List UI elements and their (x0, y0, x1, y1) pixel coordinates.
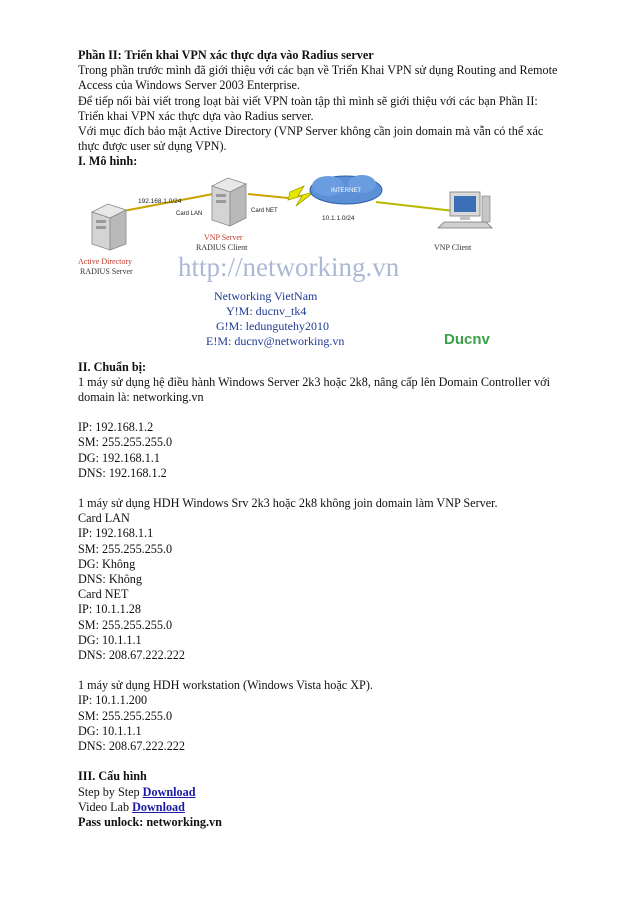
section1-heading: I. Mô hình: (78, 154, 138, 169)
radius-client-label: RADIUS Client (196, 242, 248, 252)
intro-line: Access của Windows Server 2003 Enterprise. (78, 78, 300, 93)
internet-cloud-icon (310, 175, 382, 204)
spacer (78, 481, 598, 496)
credit-line: Networking VietNam (214, 288, 318, 303)
machine3-ip-line: SM: 255.255.255.0 (78, 708, 173, 723)
video-lab-download-link[interactable]: Download (132, 799, 185, 814)
intro-line: Triển khai VPN xác thực dựa vào Radius server. (78, 108, 314, 123)
credit-line: G!M: ledungutehy2010 (216, 318, 329, 333)
net-link (248, 194, 288, 198)
section2-heading: II. Chuẩn bị: (78, 359, 147, 374)
pass-unlock-line: Pass unlock: networking.vn (78, 814, 222, 829)
machine1-ip-line: DNS: 192.168.1.2 (78, 465, 167, 480)
network-diagram (78, 172, 598, 354)
step-by-step-label: Step by Step (78, 784, 143, 799)
spacer (78, 663, 598, 678)
active-directory-label: Active Directory (78, 256, 132, 266)
network-diagram-svg (78, 172, 598, 354)
machine1-ip-line: SM: 255.255.255.0 (78, 435, 173, 450)
vnp-client-label: VNP Client (434, 242, 472, 252)
machine1-line: domain là: networking.vn (78, 390, 204, 405)
machine2-ip-line: IP: 192.168.1.1 (78, 526, 154, 541)
card-net-label: Card NET (251, 207, 278, 214)
section3-heading: III. Cấu hình (78, 769, 147, 784)
machine2-ip-line: DG: 10.1.1.1 (78, 632, 142, 647)
active-directory-server-icon (92, 204, 126, 250)
intro-line: Trong phần trước mình đã giới thiệu với các bạn về Triển Khai VPN sử dụng Routing and Remote (78, 63, 558, 78)
credit-line: Y!M: ducnv_tk4 (226, 303, 307, 318)
machine2-intro: 1 máy sử dụng HDH Windows Srv 2k3 hoặc 2k8 không join domain làm VNP Server. (78, 496, 498, 511)
spacer (78, 754, 598, 769)
video-lab-line (78, 800, 598, 815)
intro-line: Với mục đích bảo mật Active Directory (VNP Server không cần join domain mà vẫn có thể xác (78, 124, 544, 139)
document-body (78, 48, 598, 830)
machine3-ip-line: DG: 10.1.1.1 (78, 723, 142, 738)
machine2-ip-line: SM: 255.255.255.0 (78, 541, 173, 556)
machine1-line: 1 máy sử dụng hệ điều hành Windows Server 2k3 hoặc 2k8, nâng cấp lên Domain Controller với (78, 374, 550, 389)
machine2-ip-line: Card NET (78, 587, 129, 602)
machine3-intro: 1 máy sử dụng HDH workstation (Windows Vista hoặc XP). (78, 678, 373, 693)
vnp-server-label: VNP Server (204, 232, 243, 242)
machine2-ip-line: DG: Không (78, 556, 136, 571)
machine3-ip-line: IP: 10.1.1.200 (78, 693, 148, 708)
intro-line: thực được user sử dụng VPN). (78, 139, 227, 154)
radius-server-label: RADIUS Server (80, 266, 133, 276)
video-lab-label: Video Lab (78, 799, 133, 814)
step-by-step-download-link[interactable]: Download (142, 784, 196, 799)
internet-label: INTERNET (331, 187, 361, 194)
intro-line: Để tiếp nối bài viết trong loạt bài viết VPN toàn tập thì mình sẽ giới thiệu với các bạn Phần II: (78, 93, 538, 108)
machine2-ip-line: DNS: 208.67.222.222 (78, 648, 185, 663)
watermark-text: http://networking.vn (178, 251, 400, 282)
card-lan-label: Card LAN (176, 210, 203, 217)
wan-subnet-label: 10.1.1.0/24 (322, 214, 355, 222)
machine1-ip-line: DG: 192.168.1.1 (78, 450, 160, 465)
part2-heading: Phần II: Triển khai VPN xác thực dựa vào Radius server (78, 48, 374, 62)
lan-subnet-label: 192.168.1.0/24 (138, 197, 182, 205)
signature-text: Ducnv (444, 330, 490, 348)
machine3-ip-line: DNS: 208.67.222.222 (78, 739, 185, 754)
machine2-ip-line: Card LAN (78, 511, 130, 526)
step-by-step-line (78, 785, 598, 800)
machine1-ip-line: IP: 192.168.1.2 (78, 420, 154, 435)
machine2-ip-line: DNS: Không (78, 572, 142, 587)
spacer (78, 405, 598, 420)
credit-line: E!M: ducnv@networking.vn (206, 333, 345, 348)
machine2-ip-line: SM: 255.255.255.0 (78, 617, 173, 632)
machine2-ip-line: IP: 10.1.1.28 (78, 602, 141, 617)
vnp-server-icon (212, 178, 246, 226)
